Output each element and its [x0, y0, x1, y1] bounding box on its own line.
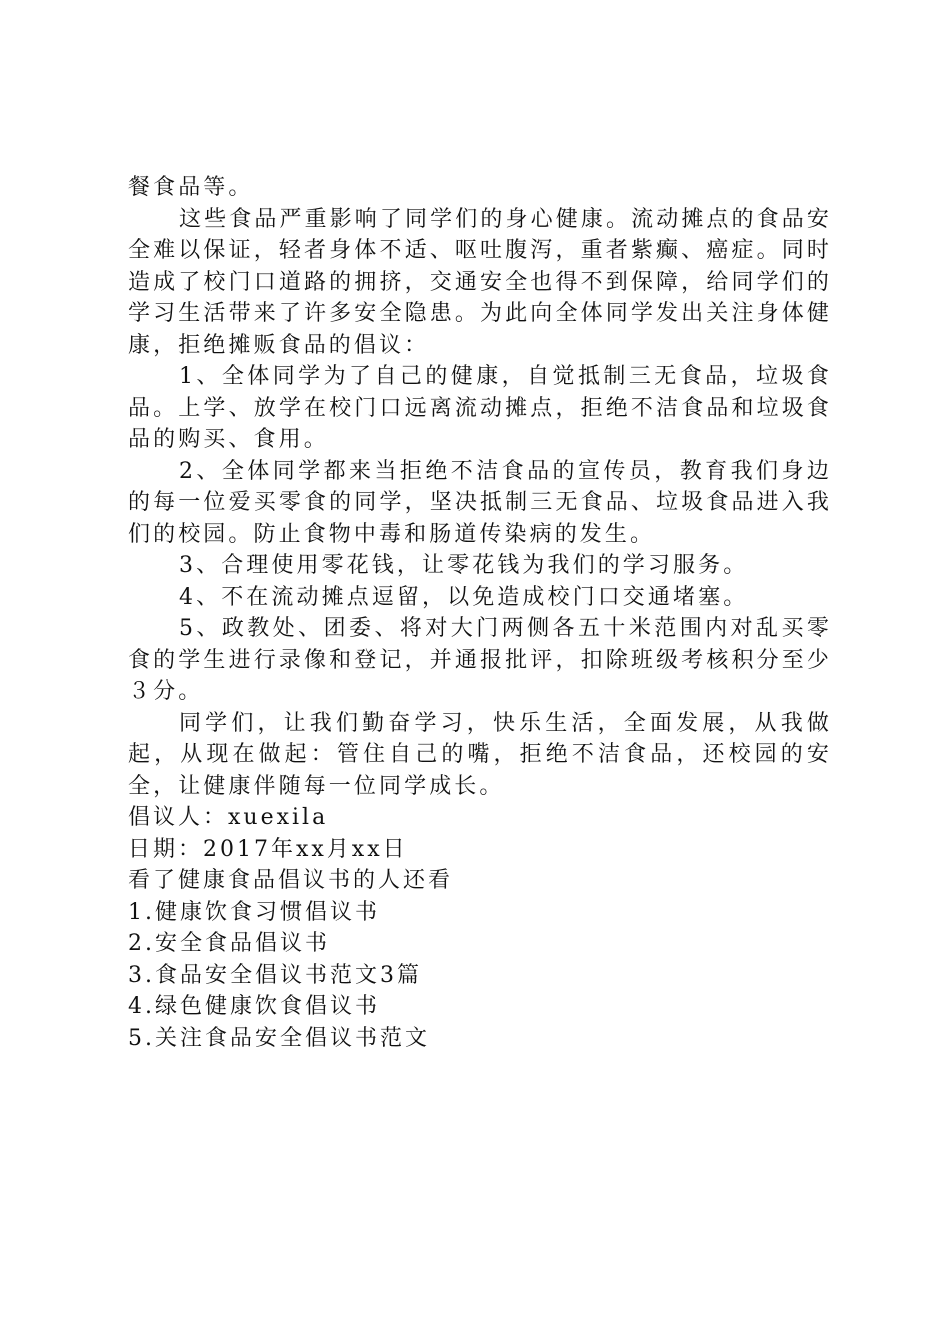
proposal-item-3: 3、合理使用零花钱，让零花钱为我们的学习服务。	[179, 553, 749, 578]
related-item-1[interactable]: 1.健康饮食习惯倡议书	[128, 899, 380, 925]
proposal-item-1: 1、全体同学为了自己的健康，自觉抵制三无食品，垃圾食品。上学、放学在校门口远离流动摊点，拒绝不洁食品和垃圾食品的购买、食用。	[128, 364, 832, 452]
paragraph-health-impact: 这些食品严重影响了同学们的身心健康。流动摊点的食品安全难以保证，轻者身体不适、呕吐腹泻，重者紫癫、癌症。同时造成了校门口道路的拥挤，交通安全也得不到保障，给同学们的学习生活带来了许多安全隐患。为此向全体同学发出关注身体健康，拒绝摊贩食品的倡议：	[128, 206, 832, 358]
related-heading: 看了健康食品倡议书的人还看	[128, 868, 454, 893]
proposer-line: 倡议人：xuexila	[128, 805, 329, 830]
proposal-item-4: 4、不在流动摊点逗留，以免造成校门口交通堵塞。	[179, 584, 749, 610]
proposal-item-5: 5、政教处、团委、将对大门两侧各五十米范围内对乱买零食的学生进行录像和登记，并通报批评，扣除班级考核积分至少３分。	[128, 616, 832, 704]
related-item-5[interactable]: 5.关注食品安全倡议书范文	[128, 1025, 430, 1051]
related-item-3[interactable]: 3.食品安全倡议书范文3篇	[128, 962, 422, 988]
document-body	[128, 172, 832, 1054]
paragraph-closing: 同学们，让我们勤奋学习，快乐生活，全面发展，从我做起，从现在做起：管住自己的嘴，拒绝不洁食品，还校园的安全，让健康伴随每一位同学成长。	[128, 710, 832, 799]
paragraph-continuation: 餐食品等。	[128, 175, 254, 200]
related-item-4[interactable]: 4.绿色健康饮食倡议书	[128, 994, 380, 1019]
related-item-2[interactable]: 2.安全食品倡议书	[128, 931, 330, 956]
proposal-item-2: 2、全体同学都来当拒绝不洁食品的宣传员，教育我们身边的每一位爱买零食的同学，坚决抵制三无食品、垃圾食品进入我们的校园。防止食物中毒和肠道传染病的发生。	[128, 458, 832, 547]
date-line: 日期：2017年xx月xx日	[128, 836, 408, 862]
